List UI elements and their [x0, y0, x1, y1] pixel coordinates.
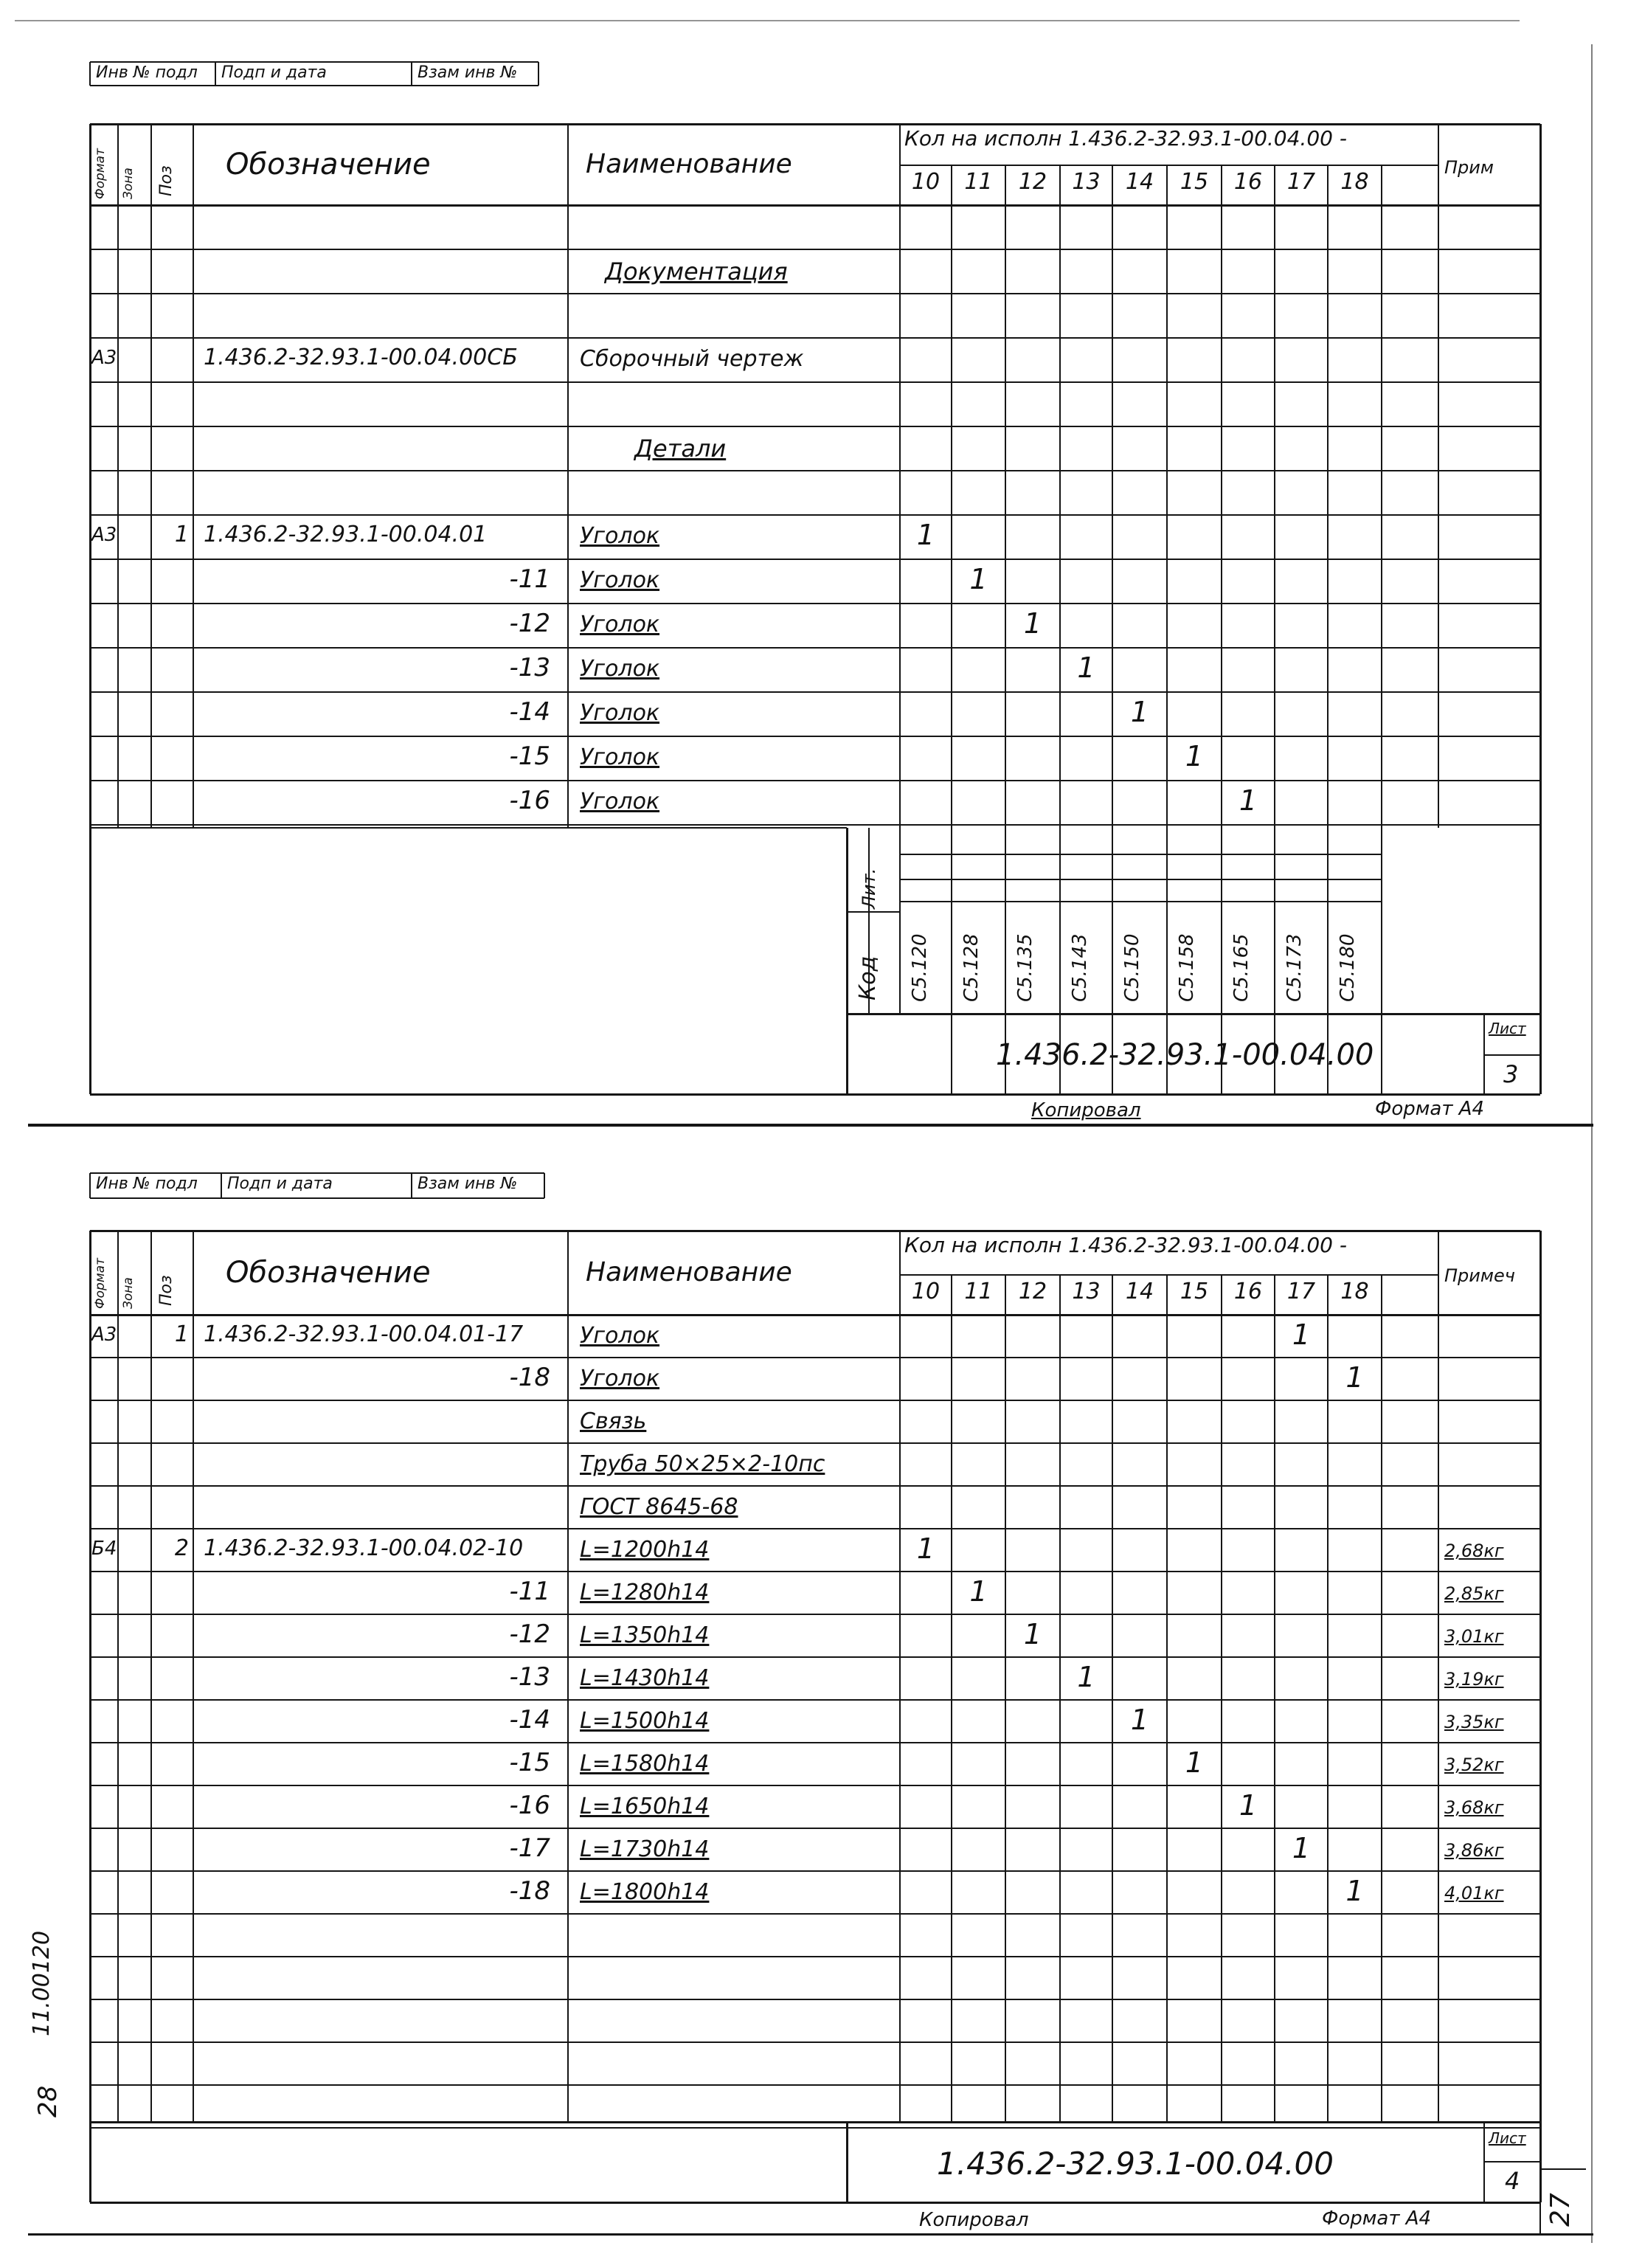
qty-column-rule [1381, 1275, 1382, 2122]
row-designation: 1.436.2-32.93.1-00.04.01 [204, 522, 488, 547]
column-rule [899, 124, 901, 828]
row-rule [90, 1870, 1540, 1872]
s2-sheet-number: 4 [1505, 2167, 1520, 2195]
col-pos-label: Поз [157, 165, 176, 196]
s2-stamp-left [846, 2122, 848, 2202]
row-qty-mark: 1 [1292, 1832, 1311, 1864]
s1-lit-row [900, 879, 1382, 880]
col-note-label: Прим [1444, 157, 1494, 178]
s1-lit-row [900, 901, 1382, 902]
side-box-left [1539, 2169, 1541, 2234]
row-designation: -17 [509, 1833, 550, 1863]
variant-number-14: 14 [1125, 169, 1154, 195]
s1-variant-code: С5.173 [1284, 933, 1306, 1002]
col-name-label: Наименование [586, 1257, 792, 1287]
row-note: 3,35кг [1444, 1712, 1504, 1732]
row-qty-mark: 1 [1023, 607, 1042, 640]
frame-right [1539, 1231, 1542, 2202]
strip-end [544, 1173, 545, 1198]
s1-left-block-top [90, 827, 847, 829]
row-rule [90, 1828, 1540, 1829]
qty-column-rule [1112, 1275, 1113, 2122]
row-rule [90, 1442, 1540, 1444]
strip-divider [221, 1173, 222, 1198]
variant-number-15: 15 [1180, 1279, 1209, 1304]
note-column-rule [1438, 124, 1439, 828]
row-qty-mark: 1 [1345, 1361, 1364, 1394]
row-qty-mark: 1 [1077, 1661, 1095, 1693]
row-name: L=1350h14 [580, 1622, 710, 1648]
row-name: Связь [580, 1408, 647, 1434]
s1-variant-code: С5.180 [1337, 933, 1359, 1002]
qty-column-rule [1327, 1275, 1329, 2122]
row-rule [90, 647, 1540, 649]
frame-top [90, 1230, 1540, 1232]
variant-number-10: 10 [911, 1279, 941, 1304]
row-rule [90, 1400, 1540, 1401]
column-rule [117, 124, 119, 828]
strip-divider [411, 1173, 412, 1198]
row-name: L=1280h14 [580, 1580, 710, 1605]
header-strip-label-1: Подп и дата [227, 1175, 333, 1193]
header-strip-label-0: Инв № подл [96, 63, 198, 82]
album-code-vertical: 11.00120 [29, 1930, 55, 2036]
strip-top [90, 1172, 544, 1174]
row-rule [90, 780, 1540, 781]
variant-number-18: 18 [1340, 1279, 1369, 1304]
row-rule [90, 426, 1540, 427]
variant-number-13: 13 [1072, 1279, 1101, 1304]
variant-number-12: 12 [1018, 1279, 1047, 1304]
row-rule [90, 1913, 1540, 1915]
row-qty-mark: 1 [916, 1532, 935, 1565]
row-rule [90, 1785, 1540, 1786]
s1-sheet-number: 3 [1503, 1060, 1519, 1088]
s1-copied-label: Копировал [1031, 1099, 1141, 1121]
column-rule [567, 1231, 569, 2122]
strip-end [538, 62, 539, 86]
s1-variant-code: С5.150 [1121, 933, 1143, 1002]
row-rule [90, 381, 1540, 383]
row-rule [90, 2041, 1540, 2043]
s1-variant-code: С5.143 [1069, 933, 1091, 1002]
row-name: Уголок [580, 744, 660, 770]
row-qty-mark: 1 [1239, 1789, 1258, 1822]
s1-code-column [1112, 912, 1113, 1014]
variant-number-10: 10 [911, 169, 941, 195]
frame-bottom [90, 2202, 1540, 2204]
header-strip-label-2: Взам инв № [418, 63, 518, 82]
row-note: 3,68кг [1444, 1797, 1504, 1818]
header-strip-label-1: Подп и дата [221, 63, 327, 82]
row-designation: -13 [509, 653, 550, 682]
row-name: ГОСТ 8645-68 [580, 1494, 738, 1520]
s1-code-column [1059, 912, 1061, 1014]
qty-column-rule [1005, 1275, 1006, 2122]
row-designation: -16 [509, 786, 550, 815]
row-format: А3 [91, 524, 117, 546]
row-qty-mark: 1 [1130, 696, 1149, 728]
row-qty-mark: 1 [1345, 1875, 1364, 1907]
row-rule [90, 1656, 1540, 1658]
scan-top-dashes [15, 20, 1520, 21]
row-rule [90, 249, 1540, 250]
s2-document-number: 1.436.2-32.93.1-00.04.00 [937, 2146, 1334, 2182]
frame-left [89, 124, 91, 1094]
row-qty-mark: 1 [916, 519, 935, 551]
note-column-rule [1438, 1231, 1439, 2122]
row-designation: 1.436.2-32.93.1-00.04.02-10 [204, 1535, 524, 1561]
row-rule [90, 824, 1540, 826]
row-designation: 1.436.2-32.93.1-00.04.00СБ [204, 345, 518, 370]
col-format-label: Формат [93, 1258, 108, 1309]
row-rule [90, 1742, 1540, 1743]
col-format-label: Формат [93, 148, 108, 199]
strip-bottom [90, 1197, 544, 1199]
s1-lit-row [900, 854, 1382, 855]
row-section-title: Детали [634, 435, 727, 463]
row-rule [90, 1614, 1540, 1615]
col-designation-label: Обозначение [226, 148, 431, 181]
variant-number-15: 15 [1180, 169, 1209, 195]
col-qty-header: Кол на исполн 1.436.2-32.93.1-00.04.00 - [904, 1233, 1347, 1257]
s1-code-column [1005, 912, 1006, 1014]
row-rule [90, 337, 1540, 339]
row-note: 3,52кг [1444, 1754, 1504, 1775]
s1-lit-code-split [847, 911, 900, 913]
row-designation: -14 [509, 697, 550, 727]
row-rule [90, 603, 1540, 604]
row-rule [90, 470, 1540, 471]
row-name: L=1500h14 [580, 1708, 710, 1734]
row-qty-mark: 1 [1185, 1746, 1204, 1779]
row-rule [90, 514, 1540, 516]
row-designation: -11 [509, 1577, 550, 1606]
frame-left [89, 1231, 91, 2202]
col-name-label: Наименование [586, 149, 792, 179]
row-note: 3,01кг [1444, 1626, 1504, 1647]
qty-column-rule [951, 1275, 952, 2122]
row-qty-mark: 1 [1185, 740, 1204, 772]
row-qty-mark: 1 [969, 1575, 988, 1608]
strip-divider [215, 62, 216, 86]
variant-number-11: 11 [964, 169, 993, 195]
frame-bottom [90, 1093, 1540, 1096]
variant-number-11: 11 [964, 1279, 993, 1304]
s1-variant-code: С5.158 [1176, 933, 1198, 1002]
row-designation: 1.436.2-32.93.1-00.04.01-17 [204, 1321, 524, 1347]
header-bottom [90, 1314, 1540, 1316]
row-name: Уголок [580, 612, 660, 637]
binding-edge-line [1591, 44, 1593, 2243]
row-name: Уголок [580, 1366, 660, 1391]
row-name: Уголок [580, 656, 660, 682]
row-qty-mark: 1 [1023, 1618, 1042, 1650]
row-rule [90, 1699, 1540, 1701]
row-name: L=1430h14 [580, 1665, 710, 1691]
row-name: Уголок [580, 789, 660, 815]
variant-number-12: 12 [1018, 169, 1047, 195]
s1-variant-code: С5.135 [1014, 933, 1036, 1002]
s2-titleblock-top [90, 2121, 1540, 2123]
s2-sheet-label: Лист [1489, 2129, 1526, 2147]
s1-code-column [1274, 912, 1275, 1014]
variant-number-16: 16 [1233, 1279, 1263, 1304]
qty-column-rule [1166, 1275, 1168, 2122]
qty-column-rule [1221, 1275, 1222, 2122]
s1-variant-code: С5.120 [909, 933, 931, 1002]
row-note: 2,68кг [1444, 1541, 1504, 1561]
row-name: L=1650h14 [580, 1794, 710, 1819]
row-rule [90, 1357, 1540, 1358]
qty-column-rule [1274, 1275, 1275, 2122]
row-name: L=1800h14 [580, 1879, 710, 1905]
variant-number-16: 16 [1233, 169, 1263, 195]
page-number-right: 27 [1545, 2193, 1576, 2227]
row-qty-mark: 1 [1077, 651, 1095, 684]
s1-lit-label: Лит. [859, 868, 879, 909]
row-rule [90, 293, 1540, 294]
row-name: L=1580h14 [580, 1751, 710, 1777]
row-name: Уголок [580, 1323, 660, 1349]
row-section-title: Документация [605, 257, 788, 286]
s1-code-column [1166, 912, 1168, 1014]
row-qty-mark: 1 [1239, 784, 1258, 817]
row-designation: -18 [509, 1363, 550, 1392]
scan-bottom-rule [28, 2233, 1593, 2236]
variant-number-17: 17 [1286, 169, 1316, 195]
row-qty-mark: 1 [1292, 1318, 1311, 1351]
s2-copied-label: Копировал [919, 2209, 1029, 2231]
row-rule [90, 736, 1540, 737]
row-name: L=1730h14 [580, 1836, 710, 1862]
row-rule [90, 2084, 1540, 2086]
row-rule [90, 1999, 1540, 2000]
row-name: Сборочный чертеж [580, 346, 804, 372]
row-rule [90, 1956, 1540, 1957]
frame-right [1539, 124, 1542, 1094]
row-format: А3 [91, 1324, 117, 1346]
row-designation: -15 [509, 1748, 550, 1777]
variant-number-14: 14 [1125, 1279, 1154, 1304]
row-designation: -13 [509, 1662, 550, 1692]
row-position: 1 [174, 522, 189, 547]
header-strip-label-0: Инв № подл [96, 1175, 198, 1193]
variant-number-17: 17 [1286, 1279, 1316, 1304]
column-rule [150, 1231, 152, 2122]
row-note: 3,19кг [1444, 1669, 1504, 1690]
s1-code-column [1381, 912, 1382, 1014]
row-designation: -18 [509, 1876, 550, 1906]
s1-code-column [951, 912, 952, 1014]
col-note-label: Примеч [1444, 1265, 1515, 1286]
row-rule [90, 1571, 1540, 1572]
s2-format-label: Формат А4 [1322, 2208, 1432, 2230]
row-name: Уголок [580, 523, 660, 549]
variant-number-18: 18 [1340, 169, 1369, 195]
col-pos-label: Поз [157, 1275, 176, 1306]
column-rule [117, 1231, 119, 2122]
variant-number-13: 13 [1072, 169, 1101, 195]
page-number-left: 28 [33, 2085, 63, 2117]
row-name: Уголок [580, 700, 660, 726]
strip-divider [89, 62, 91, 86]
row-rule [90, 2127, 1540, 2129]
s2-sheet-box-split [1484, 2161, 1540, 2162]
frame-top [90, 123, 1540, 125]
row-rule [90, 691, 1540, 693]
col-zone-label: Зона [121, 1277, 136, 1309]
row-name: Уголок [580, 567, 660, 593]
col-qty-header: Кол на исполн 1.436.2-32.93.1-00.04.00 - [904, 126, 1347, 151]
col-designation-label: Обозначение [226, 1256, 431, 1290]
row-rule [90, 1528, 1540, 1529]
qty-header-rule [900, 165, 1438, 166]
header-bottom [90, 204, 1540, 207]
row-rule [90, 1485, 1540, 1487]
column-rule [567, 124, 569, 828]
strip-divider [89, 1173, 91, 1198]
s1-code-column [1221, 912, 1222, 1014]
row-name: Труба 50×25×2-10пс [580, 1451, 825, 1477]
s1-code-label: Код [855, 955, 881, 1000]
s1-variant-code: С5.128 [960, 933, 983, 1002]
row-rule [90, 559, 1540, 560]
row-qty-mark: 1 [969, 563, 988, 595]
strip-bottom [90, 85, 538, 86]
row-designation: -11 [509, 564, 550, 594]
side-box-top [1540, 2168, 1586, 2170]
s1-variant-code: С5.165 [1230, 933, 1253, 1002]
sheet-separator [28, 1124, 1593, 1127]
row-note: 4,01кг [1444, 1883, 1504, 1904]
row-designation: -14 [509, 1705, 550, 1735]
strip-divider [411, 62, 412, 86]
col-zone-label: Зона [121, 167, 136, 199]
row-position: 1 [174, 1321, 189, 1347]
row-designation: -15 [509, 741, 550, 771]
row-designation: -12 [509, 1619, 550, 1649]
s1-sheet-box-split [1484, 1054, 1540, 1056]
qty-column-rule [1059, 1275, 1061, 2122]
column-rule [899, 1231, 901, 2122]
s1-sheet-label: Лист [1489, 1020, 1526, 1037]
column-rule [150, 124, 152, 828]
strip-top [90, 61, 538, 63]
s1-code-column [1327, 912, 1329, 1014]
row-qty-mark: 1 [1130, 1704, 1149, 1736]
row-format: Б4 [91, 1538, 117, 1560]
row-designation: -12 [509, 609, 550, 638]
row-note: 3,86кг [1444, 1840, 1504, 1861]
s1-lit-rule [899, 828, 901, 1014]
row-position: 2 [174, 1535, 189, 1561]
s1-format-label: Формат А4 [1375, 1098, 1485, 1120]
row-designation: -16 [509, 1791, 550, 1820]
row-name: L=1200h14 [580, 1537, 710, 1563]
row-format: А3 [91, 347, 117, 369]
row-note: 2,85кг [1444, 1583, 1504, 1604]
s1-document-number: 1.436.2-32.93.1-00.04.00 [996, 1038, 1374, 1072]
qty-header-rule [900, 1274, 1438, 1276]
header-strip-label-2: Взам инв № [418, 1175, 518, 1193]
s1-stamp-left [846, 828, 848, 1094]
